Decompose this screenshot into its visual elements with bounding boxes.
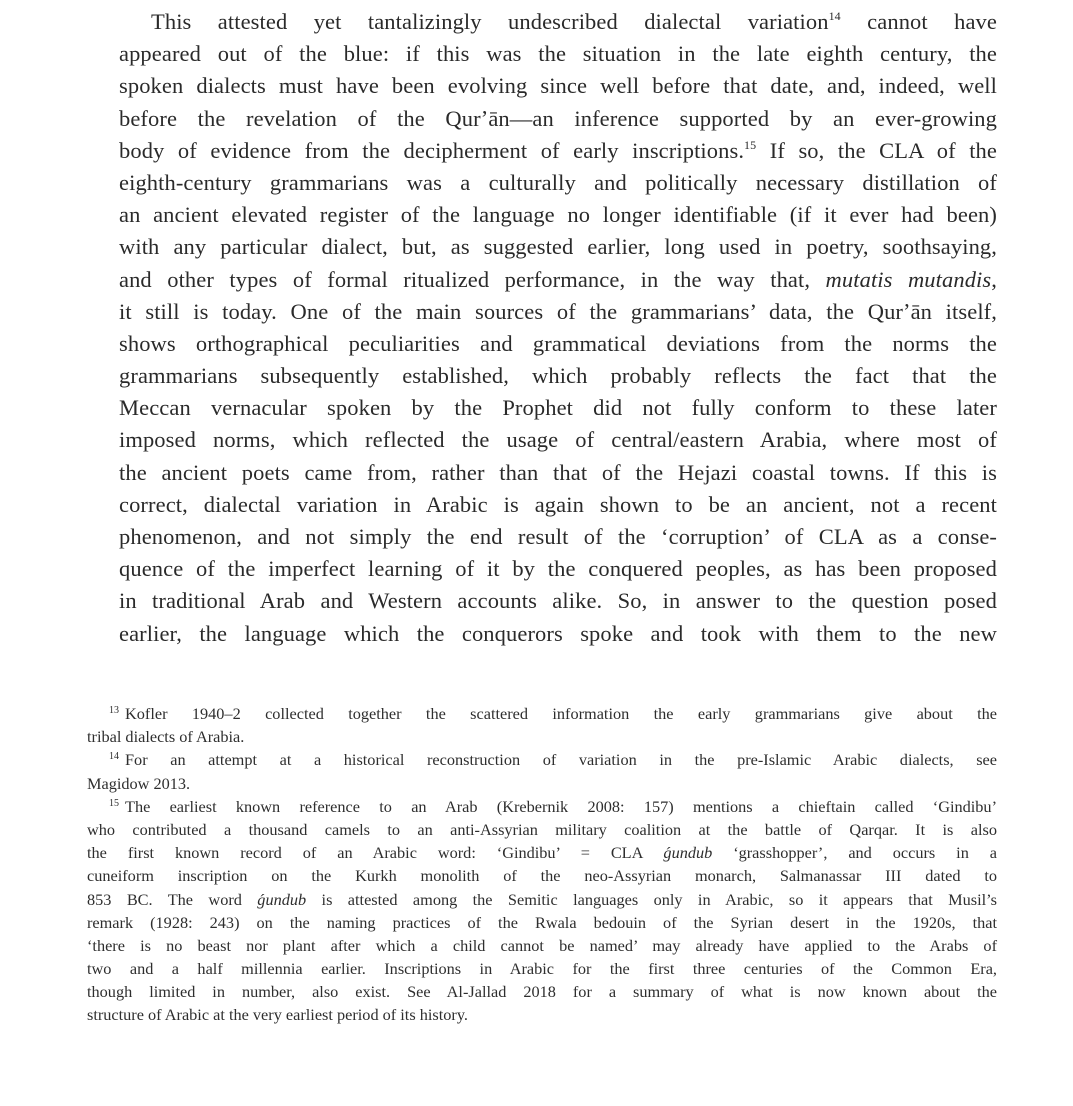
line-text: phenomenon, and not simply the end result of the ‘corruption’ of CLA as a conse- <box>119 524 997 549</box>
footnote-text: the first known record of an Arabic word: ‘Gindibu’ = CLA <box>87 843 664 863</box>
footnote-13 <box>87 702 997 748</box>
line-text: earlier, the language which the conquerors spoke and took with them to the new <box>119 620 997 646</box>
body-line <box>87 392 997 424</box>
line-text: appeared out of the blue: if this was the situation in the late eighth century, the <box>119 41 997 67</box>
body-line <box>87 360 997 392</box>
footnote-text: tribal dialects of Arabia. <box>87 727 245 747</box>
line-text: in traditional Arab and Western accounts alike. So, in answer to the question posed <box>119 588 997 614</box>
body-line <box>87 585 997 617</box>
body-line <box>87 6 997 38</box>
footnote-reference[interactable]: 14 <box>828 9 841 23</box>
footnote-line <box>87 911 997 934</box>
body-line <box>87 618 997 650</box>
footnotes-section <box>87 702 997 1027</box>
line-text: If so, the CLA of the <box>756 137 997 163</box>
footnote-reference[interactable]: 15 <box>744 137 757 152</box>
footnote-text: For an attempt at a historical reconstruction of variation in the pre-Islamic Arabic dialects, see <box>125 750 997 770</box>
line-text: and other types of formal ritualized performance, in the way that, <box>119 266 826 292</box>
footnote-text: though limited in number, also exist. See Al-Jallad 2018 for a summary of what is now known about the <box>87 982 997 1002</box>
footnote-text: structure of Arabic at the very earliest period of its history. <box>87 1005 468 1025</box>
footnote-text: Magidow 2013. <box>87 773 191 793</box>
body-line <box>87 103 997 135</box>
footnote-line <box>87 864 997 887</box>
line-text: This attested yet tantalizingly undescribed dialectal variation <box>151 9 829 34</box>
footnote-line <box>87 772 997 795</box>
footnote-text: who contributed a thousand camels to an anti-Assyrian military coalition at the battle of Qarqar. It is also <box>87 819 997 839</box>
footnote-line <box>87 702 997 725</box>
body-line <box>87 553 997 585</box>
line-text: before the revelation of the Qurʼān—an inference supported by an ever-growing <box>119 105 997 131</box>
body-line <box>87 167 997 199</box>
main-paragraph <box>87 6 997 650</box>
footnote-number: 15 <box>109 797 119 809</box>
line-text: spoken dialects must have been evolving since well before that date, and, indeed, well <box>119 73 997 99</box>
italic-term: ǵundub <box>257 889 307 909</box>
body-line <box>87 231 997 263</box>
line-text: Meccan vernacular spoken by the Prophet did not fully conform to these later <box>119 395 997 421</box>
line-text: grammarians subsequently established, which probably reflects the fact that the <box>119 363 997 389</box>
footnote-line <box>87 957 997 980</box>
line-text: imposed norms, which reflected the usage of central/eastern Arabia, where most of <box>119 427 997 453</box>
footnote-line <box>87 1003 997 1026</box>
body-line <box>87 264 997 296</box>
footnote-text: ‘there is no beast nor plant after which a child cannot be named’ may already have applied to the Arabs of <box>87 935 997 955</box>
body-line <box>87 424 997 456</box>
footnote-line <box>87 748 997 771</box>
italic-term: ǵundub <box>663 843 713 863</box>
line-text: the ancient poets came from, rather than that of the Hejazi coastal towns. If this is <box>119 459 997 485</box>
body-line <box>87 38 997 70</box>
body-line <box>87 489 997 521</box>
footnote-14 <box>87 748 997 794</box>
line-text: eighth-century grammarians was a culturally and politically necessary distillation of <box>119 169 997 195</box>
footnote-text: remark (1928: 243) on the naming practices of the Rwala bedouin of the Syrian desert in the 1920s, that <box>87 912 997 932</box>
footnote-line <box>87 841 997 864</box>
body-line <box>87 70 997 102</box>
footnote-text: 853 BC. The word <box>87 889 258 909</box>
line-text: shows orthographical peculiarities and grammatical deviations from the norms the <box>119 330 997 356</box>
footnote-text: is attested among the Semitic languages only in Arabic, so it appears that Musil’s <box>306 889 997 909</box>
footnote-text: The earliest known reference to an Arab (Krebernik 2008: 157) mentions a chieftain called ‘Gindibu’ <box>125 796 997 816</box>
footnote-line <box>87 934 997 957</box>
body-line <box>87 135 997 167</box>
footnote-text: Kofler 1940–2 collected together the scattered information the early grammarians give about the <box>125 704 997 723</box>
line-text: with any particular dialect, but, as suggested earlier, long used in poetry, soothsaying, <box>119 234 997 260</box>
line-text: body of evidence from the decipherment of early inscriptions. <box>119 137 745 163</box>
body-line <box>87 457 997 489</box>
footnote-number: 13 <box>109 705 119 716</box>
line-text: it still is today. One of the main sources of the grammarians’ data, the Qurʼān itself, <box>119 298 997 324</box>
body-line <box>87 199 997 231</box>
footnote-line <box>87 888 997 911</box>
footnote-number: 14 <box>109 751 119 763</box>
line-text: quence of the imperfect learning of it by the conquered peoples, as has been proposed <box>119 556 997 582</box>
line-text: , <box>991 266 997 292</box>
line-text: an ancient elevated register of the language no longer identifiable (if it ever had been) <box>119 202 997 228</box>
body-line <box>87 296 997 328</box>
italic-phrase: mutatis mutandis <box>825 266 992 292</box>
footnote-text: ‘grasshopper’, and occurs in a <box>712 843 997 863</box>
footnote-line <box>87 980 997 1003</box>
footnote-15 <box>87 795 997 1027</box>
body-line <box>87 521 997 553</box>
line-text: cannot have <box>840 9 997 34</box>
page-body <box>87 6 997 650</box>
footnote-line <box>87 795 997 818</box>
footnote-line <box>87 725 997 748</box>
footnote-text: two and a half millennia earlier. Inscriptions in Arabic for the first three centuries of the Common Era, <box>87 959 997 979</box>
footnote-line <box>87 818 997 841</box>
line-text: correct, dialectal variation in Arabic is again shown to be an ancient, not a recent <box>119 491 997 517</box>
body-line <box>87 328 997 360</box>
footnote-text: cuneiform inscription on the Kurkh monolith of the neo-Assyrian monarch, Salmanassar III dated to <box>87 866 997 886</box>
